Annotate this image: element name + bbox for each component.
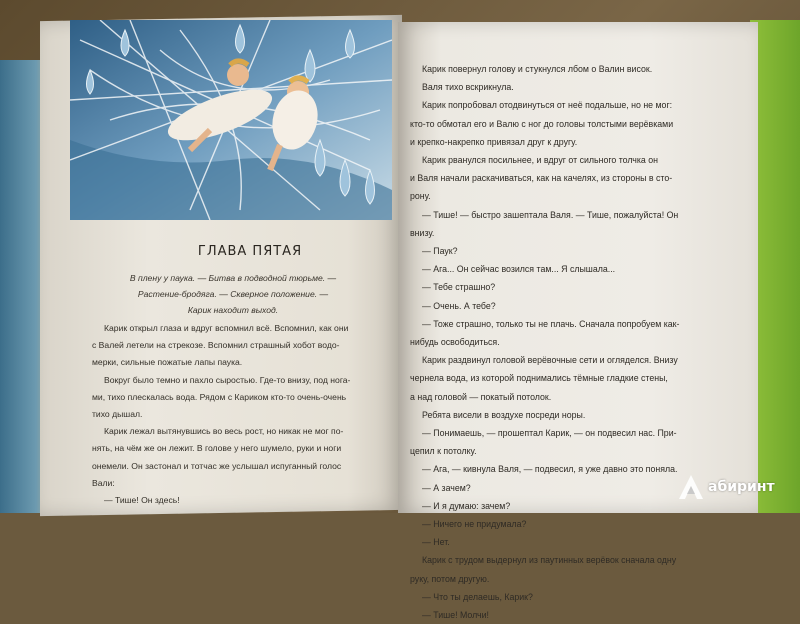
text-line: — И я думаю: зачем? <box>422 500 511 511</box>
text-line: — Что ты делаешь, Карик? <box>422 591 533 602</box>
text-line: и Валя начали раскачиваться, как на качелях, из стороны в сто- <box>410 173 673 184</box>
text-line: Карик раздвинул головой верёвочные сети и огляделся. Внизу <box>422 355 678 366</box>
watermark-text: абиринт <box>708 479 775 495</box>
text-line: Карик лежал вытянувшись во весь рост, но никак не мог по- <box>104 426 344 437</box>
text-line: Карик с трудом выдернул из паутинных верёвок сначала одну <box>422 555 677 566</box>
labirint-logo-icon <box>676 472 706 502</box>
text-line: руку, потом другую. <box>410 573 490 584</box>
text-line: внизу. <box>410 227 435 238</box>
text-line: Карик рванулся посильнее, и вдруг от сильного толчка он <box>422 155 658 166</box>
text-line: — А зачем? <box>422 482 471 493</box>
text-line: — Тише! Он здесь! <box>104 495 180 506</box>
left-page-text <box>92 320 370 509</box>
text-line: цепил к потолку. <box>410 446 477 457</box>
text-line: — Нет. <box>422 537 450 548</box>
text-line: Ребята висели в воздухе посреди норы. <box>422 409 586 420</box>
text-line: мерки, сильные пожатые лапы паука. <box>92 357 243 368</box>
text-line: Вали: <box>92 477 115 488</box>
text-line: тихо дышал. <box>92 409 143 420</box>
text-line: нять, на чём же он лежит. В голове у него шумело, руки и ноги <box>92 443 342 454</box>
text-line: с Валей летели на стрекозе. Вспомнил страшный хобот водо- <box>92 340 340 351</box>
text-line: а над головой — покатый потолок. <box>410 391 552 402</box>
text-line: ми, тихо плескалась вода. Рядом с Кариком кто-то очень-очень <box>92 391 347 402</box>
text-line: — Тише! Молчи! <box>422 610 489 621</box>
text-line: Вокруг было темно и пахло сыростью. Где-то внизу, под нога- <box>104 374 351 385</box>
text-line: онемели. Он застонал и тотчас же услышал испуганный голос <box>92 460 342 471</box>
illustration-spider-web <box>70 20 392 220</box>
text-line: — Ничего не придумала? <box>422 519 527 530</box>
text-line: — Тебе страшно? <box>422 282 496 293</box>
text-line: кто-то обмотал его и Валю с ног до головы толстыми верёвками <box>410 118 674 129</box>
text-line: — Ага... Он сейчас возился там... Я слышала... <box>422 264 616 275</box>
text-line: — Тоже страшно, только ты не плачь. Сначала попробуем как- <box>422 318 680 329</box>
text-line: нибудь освободиться. <box>410 337 500 348</box>
text-line: и крепко-накрепко привязал друг к другу. <box>410 136 578 147</box>
labirint-watermark <box>676 470 796 504</box>
text-line: Карик попробовал отодвинуться от неё подальше, но не мог: <box>422 100 673 111</box>
text-line: чернела вода, из которой поднимались тёмные гладкие стены, <box>410 373 668 384</box>
text-line: Валя тихо вскрикнула. <box>422 82 514 93</box>
text-line: Карик повернул голову и стукнулся лбом о Валин висок. <box>422 64 653 74</box>
text-line: Карик открыл глаза и вдруг вспомнил всё. Вспомнил, как они <box>104 323 349 333</box>
summary-line: В плену у паука. — Битва в подводной тюрьме. — <box>129 273 337 283</box>
chapter-title: ГЛАВА ПЯТАЯ <box>197 244 303 259</box>
summary-line: Растение-бродяга. — Скверное положение. — <box>137 289 329 299</box>
right-page-text <box>410 60 740 624</box>
summary-line: Карик находит выход. <box>187 305 279 315</box>
text-line: — Очень. А тебе? <box>422 300 496 311</box>
text-line: — Тише! — быстро зашептала Валя. — Тише, пожалуйста! Он <box>422 209 679 220</box>
text-line: рону. <box>410 191 431 202</box>
chapter-summary <box>108 270 358 318</box>
text-line: — Понимаешь, — прошептал Карик, — он подвесил нас. При- <box>422 428 677 439</box>
text-line: — Паук? <box>422 246 458 257</box>
text-line: — Ага, — кивнула Валя, — подвесил, я уже давно это поняла. <box>422 464 678 475</box>
